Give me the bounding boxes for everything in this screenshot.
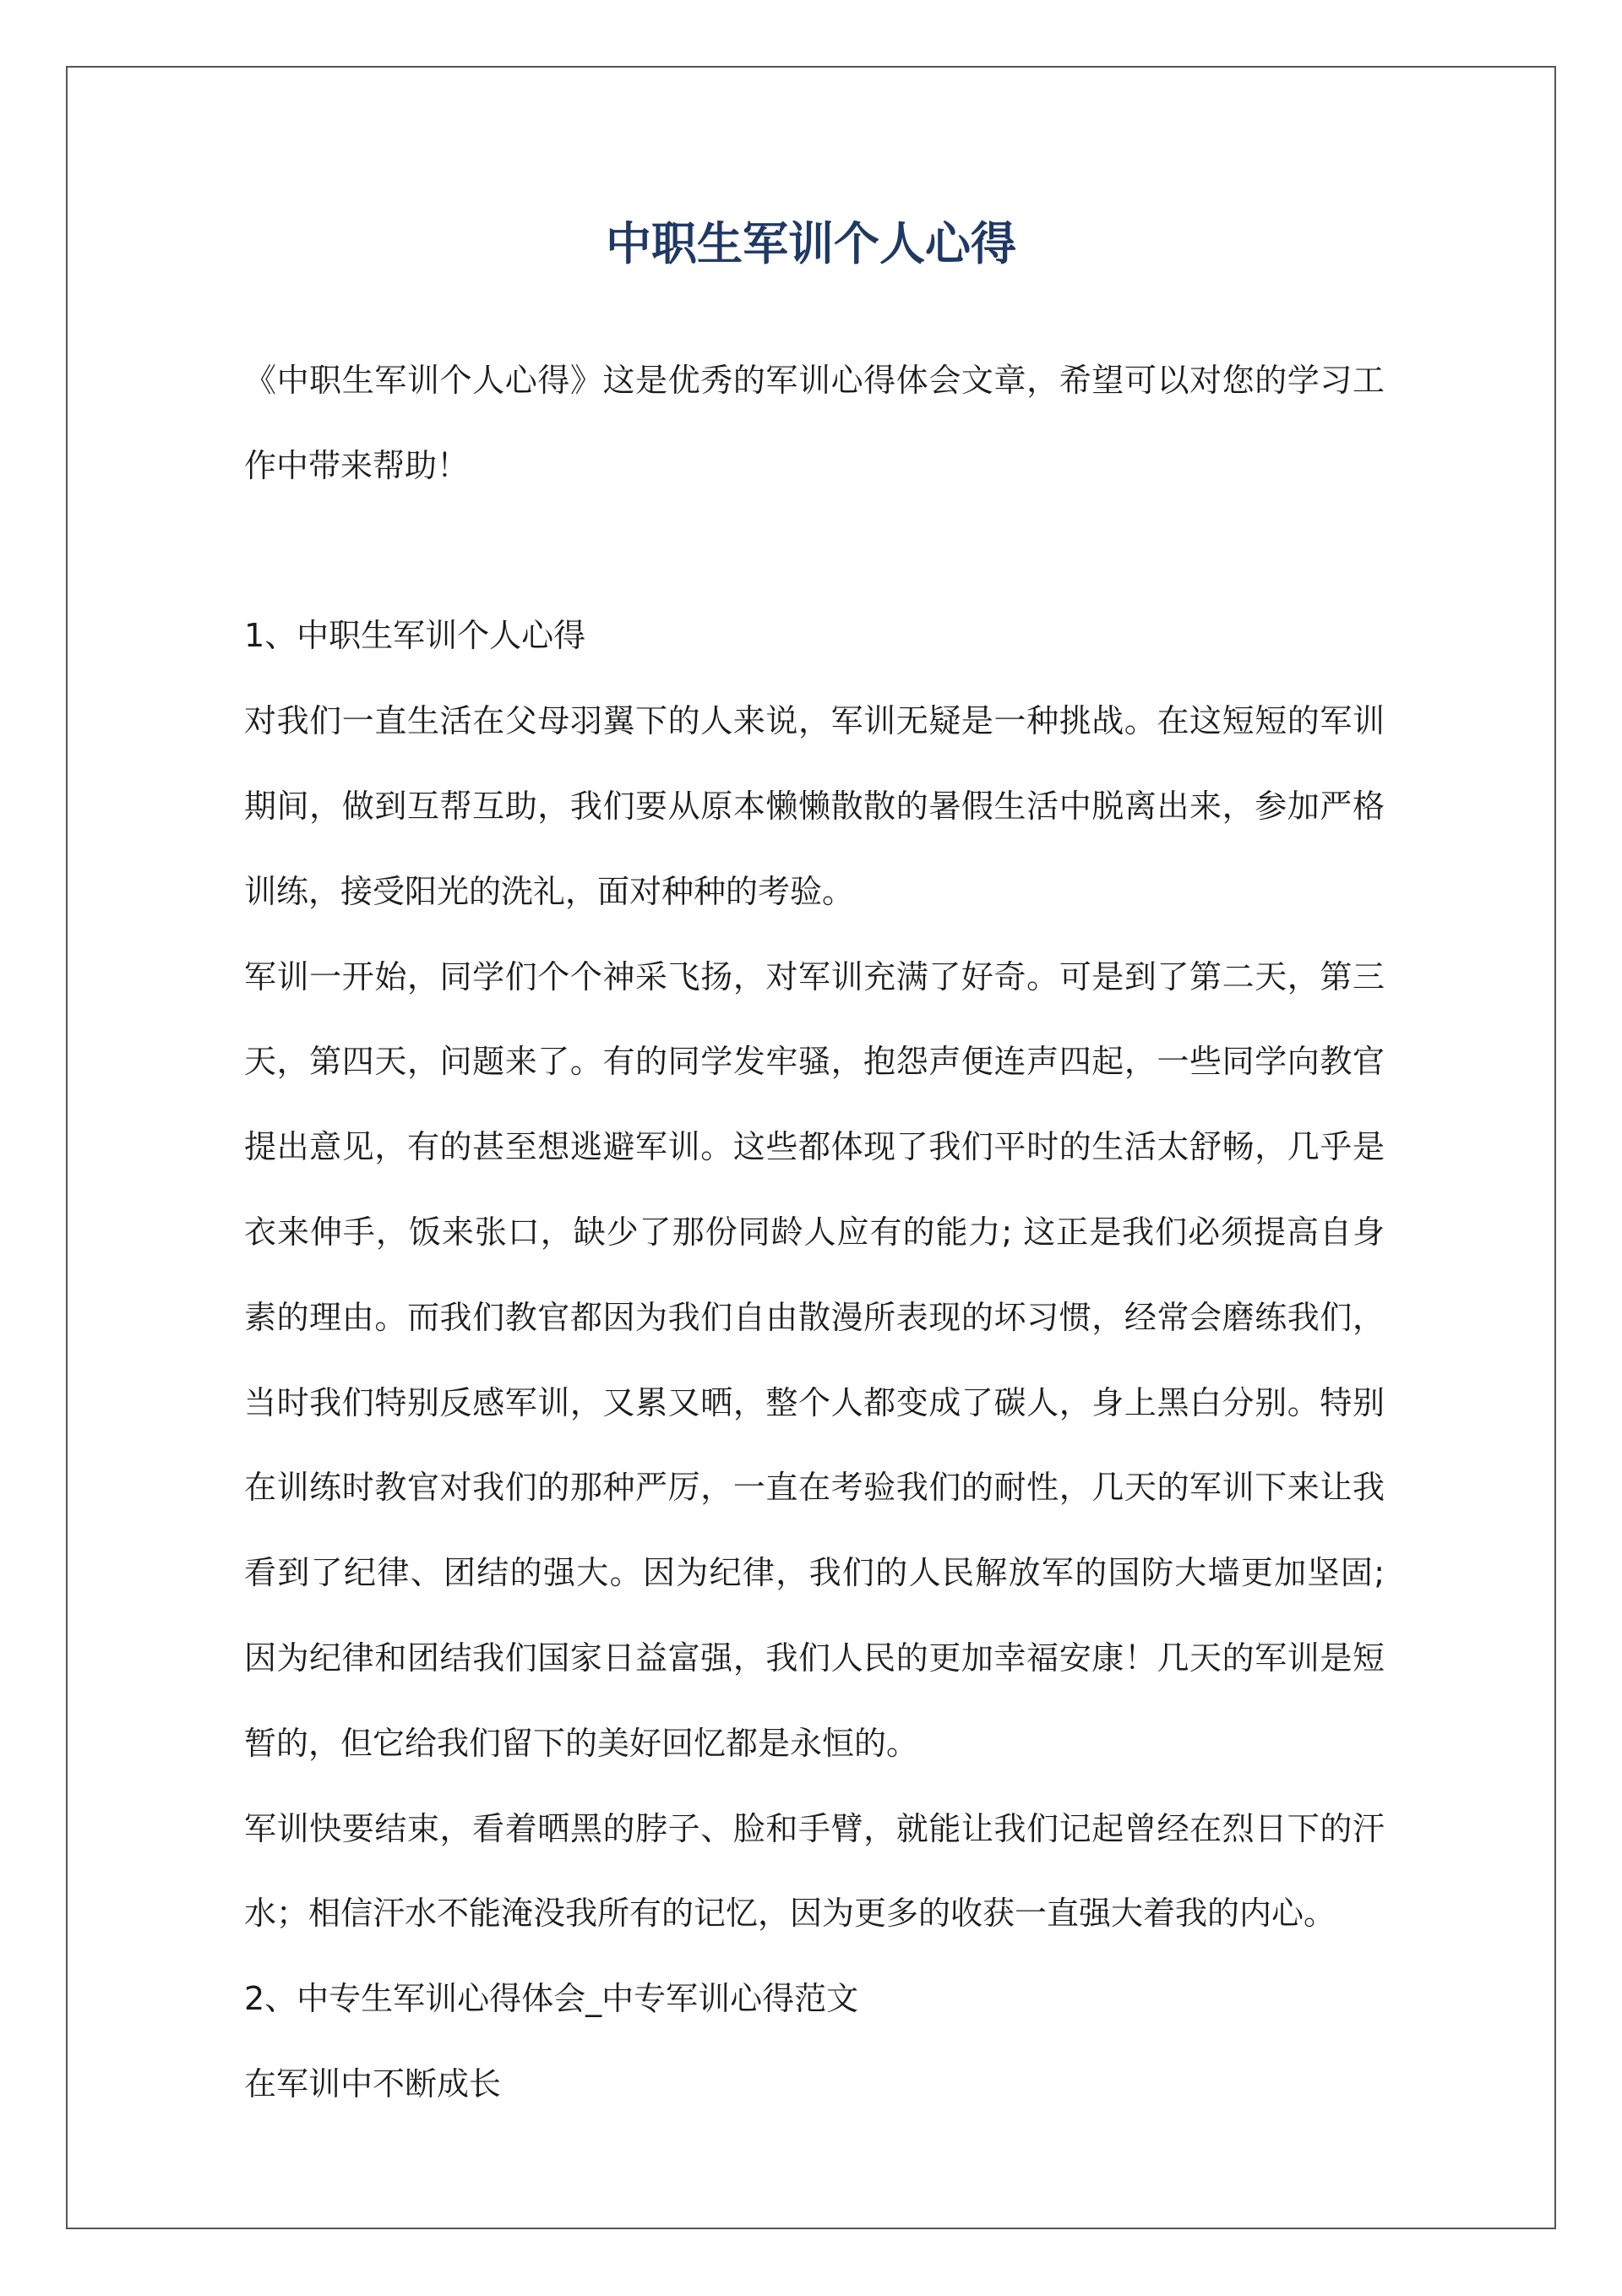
document-body — [244, 338, 1385, 2127]
body-paragraph: 军训一开始，同学们个个神采飞扬，对军训充满了好奇。可是到了第二天，第三天，第四天，问题来了。有的同学发牢骚，抱怨声便连声四起，一些同学向教官提出意见，有的甚至想逃避军训。这些都体现了我们平时的生活太舒畅，几乎是衣来伸手，饭来张口，缺少了那份同龄人应有的能力; 这正是我们必须提高自身素的理由。而我们教官都因为我们自由散漫所表现的坏习惯，经常会磨练我们，当时我们特别反感军训，又累又晒，整个人都变成了碳人，身上黑白分别。特别在训练时教官对我们的那种严厉，一直在考验我们的耐性，几天的军训下来让我看到了纪律、团结的强大。因为纪律，我们的人民解放军的国防大墙更加坚固; 因为纪律和团结我们国家日益富强，我们人民的更加幸福安康！几天的军训是短暂的，但它给我们留下的美好回忆都是永恒的。 — [244, 957, 1385, 1762]
section-2-heading: 2、中专生军训心得体会_中专军训心得范文 — [244, 1980, 859, 2018]
intro-paragraph: 《中职生军训个人心得》这是优秀的军训心得体会文章，希望可以对您的学习工作中带来帮助！ — [244, 362, 1385, 484]
document-title: 中职生军训个人心得 — [606, 217, 1016, 270]
body-paragraph: 对我们一直生活在父母羽翼下的人来说，军训无疑是一种挑战。在这短短的军训期间，做到互帮互助，我们要从原本懒懒散散的暑假生活中脱离出来，参加严格训练，接受阳光的洗礼，面对种种的考验。 — [244, 702, 1385, 910]
section-1-heading: 1、中职生军训个人心得 — [244, 617, 586, 655]
body-paragraph: 军训快要结束，看着晒黑的脖子、脸和手臂，就能让我们记起曾经在烈日下的汗水；相信汗水不能淹没我所有的记忆，因为更多的收获一直强大着我的内心。 — [244, 1809, 1385, 1933]
section-2-first-line: 在军训中不断成长 — [244, 2064, 502, 2102]
blank-line — [244, 509, 1385, 594]
